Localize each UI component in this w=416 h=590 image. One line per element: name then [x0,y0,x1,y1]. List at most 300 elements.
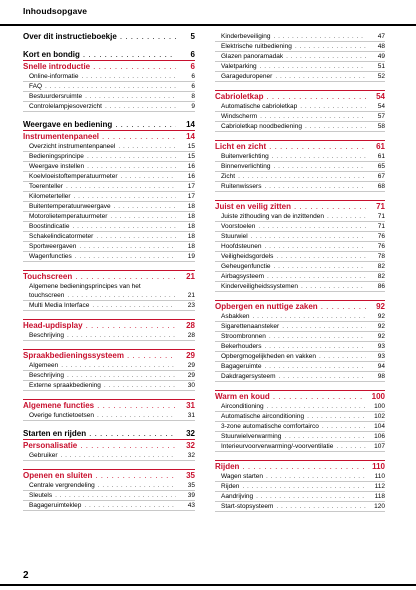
toc-dot-leader [238,172,366,181]
toc-dot-leader [260,62,366,71]
toc-page-number: 54 [377,103,385,110]
toc-page-number: 16 [187,163,195,170]
toc-dot-leader [256,492,366,501]
toc-dot-leader [282,322,366,331]
toc-dot-leader [89,429,176,439]
toc-entry-title: Personalisatie [23,441,78,450]
toc-entry[interactable] [215,172,385,182]
toc-page-number: 92 [376,302,385,311]
toc-entry-title: Algemene bedieningsprincipes van het [29,283,141,290]
toc-entry-title: Licht en zicht [215,142,267,151]
toc-page-number: 5 [190,32,195,41]
toc-dot-leader [97,401,176,411]
toc-page-number: 14 [186,132,195,141]
toc-dot-leader [67,371,176,380]
toc-section[interactable] [23,399,195,411]
toc-entry[interactable] [23,152,195,162]
toc-page-number: 31 [187,412,195,419]
toc-dot-leader [87,162,176,171]
toc-page-number: 112 [374,483,385,490]
toc-page-number: 32 [186,441,195,450]
toc-page-number: 9 [191,103,195,110]
toc-entry[interactable] [215,112,385,122]
toc-entry-title: Openen en sluiten [23,471,93,480]
toc-dot-leader [266,92,366,102]
toc-section[interactable] [23,32,195,42]
toc-page-number: 17 [187,193,195,200]
toc-entry-title: Voorstoelen [221,223,256,230]
toc-entry-title: Kilometerteller [29,193,71,200]
toc-gap [23,461,195,469]
toc-entry[interactable] [215,402,385,412]
toc-section[interactable] [215,90,385,102]
toc-page-number: 82 [377,273,385,280]
toc-entry-title: Valetparking [221,63,257,70]
toc-entry-title: Rijden [215,462,240,471]
toc-page-number: 100 [374,403,385,410]
toc-gap [215,132,385,140]
toc-page-number: 67 [377,173,385,180]
toc-page-number: 23 [187,302,195,309]
toc-page-number: 98 [377,373,385,380]
toc-entry[interactable] [215,472,385,482]
toc-page-number: 18 [187,243,195,250]
page-title: Inhoudsopgave [23,6,88,16]
toc-entry-title: touchscreen [29,292,65,299]
toc-entry-title: Interieurvoorverwarming/-voorventilatie [221,443,334,450]
toc-dot-leader [80,441,176,451]
toc-page-number: 82 [377,263,385,270]
toc-entry-title: Hoofdsteunen [221,243,262,250]
toc-entry[interactable] [23,92,195,102]
toc-page-number: 29 [187,372,195,379]
toc-dot-leader [274,32,366,41]
toc-page-number: 61 [377,153,385,160]
toc-section[interactable] [215,460,385,472]
toc-entry-title: Weergave en bediening [23,120,113,129]
toc-dot-leader [242,462,366,472]
toc-entry[interactable] [23,172,195,182]
toc-dot-leader [74,192,176,201]
toc-entry[interactable] [215,362,385,372]
toc-dot-leader [55,491,176,500]
footer-rule [0,584,416,586]
toc-section[interactable] [23,130,195,142]
toc-entry-title: Glazen panoramadak [221,53,284,60]
toc-entry-title: Head-updisplay [23,321,83,330]
toc-dot-leader [242,482,366,491]
toc-entry[interactable] [23,291,195,301]
toc-page-number: 65 [377,163,385,170]
toc-entry[interactable] [215,272,385,282]
toc-entry[interactable] [215,222,385,232]
toc-entry[interactable] [215,412,385,422]
toc-page-number: 71 [377,213,385,220]
toc-entry-title: Dakdragersysteem [221,373,276,380]
toc-entry-title: Beschrijving [29,332,65,339]
toc-section[interactable] [215,300,385,312]
toc-entry[interactable] [215,152,385,162]
toc-dot-leader [258,222,366,231]
toc-page-number: 14 [186,120,195,129]
toc-entry-title: Koelvloeistoftemperatuurmeter [29,173,118,180]
toc-entry[interactable] [215,162,385,172]
toc-entry[interactable] [23,192,195,202]
toc-gap [215,82,385,90]
toc-page-number: 39 [187,492,195,499]
toc-entry[interactable] [215,232,385,242]
toc-entry[interactable] [23,242,195,252]
toc-page-number: 57 [377,113,385,120]
toc-entry-title: Airconditioning [221,403,264,410]
toc-page-number: 71 [376,202,385,211]
toc-dot-leader [127,351,176,361]
toc-dot-leader [104,381,176,390]
toc-entry[interactable] [215,52,385,62]
toc-page-number: 120 [374,503,385,510]
toc-entry[interactable] [23,361,195,371]
toc-entry[interactable] [23,331,195,341]
toc-section[interactable] [23,120,195,130]
toc-entry[interactable] [215,122,385,132]
toc-entry-title: Overige functietoetsen [29,412,95,419]
toc-entry-title: Overzicht instrumentenpaneel [29,143,116,150]
toc-entry[interactable] [215,492,385,502]
toc-entry-title: Rijden [221,483,240,490]
toc-page-number: 104 [374,423,385,430]
toc-entry-title: Instrumentenpaneel [23,132,100,141]
toc-entry[interactable] [215,282,385,292]
toc-entry[interactable] [23,232,195,242]
toc-section[interactable] [23,50,195,60]
toc-gap [215,192,385,200]
toc-gap [23,262,195,270]
toc-right-column [215,32,385,512]
toc-page-number: 86 [377,283,385,290]
toc-gap [23,112,195,120]
toc-entry-title: Bekerhouders [221,343,262,350]
toc-dot-leader [61,361,176,370]
toc-entry[interactable] [215,102,385,112]
toc-page-number: 47 [377,33,385,40]
toc-page-number: 29 [186,351,195,360]
toc-dot-leader [322,422,366,431]
toc-entry-title: Algemeen [29,362,59,369]
toc-entry-title: Spraakbedieningssysteem [23,351,124,360]
toc-entry[interactable] [23,282,195,291]
toc-entry[interactable] [215,312,385,322]
toc-page-number: 107 [374,443,385,450]
toc-entry[interactable] [215,72,385,82]
toc-page-number: 18 [187,203,195,210]
toc-entry-title: Weergave instellen [29,163,85,170]
toc-entry-title: Cabrioletkap [215,92,264,101]
toc-dot-leader [67,291,176,300]
toc-dot-leader [273,392,366,402]
toc-entry-title: Controlelampjesoverzicht [29,103,102,110]
toc-page-number: 54 [376,92,385,101]
toc-entry[interactable] [23,162,195,172]
toc-page-number: 94 [377,363,385,370]
toc-page-number: 18 [187,223,195,230]
toc-entry-title: FAQ [29,83,43,90]
page-number: 2 [23,570,29,581]
toc-entry-title: Toerenteller [29,183,63,190]
toc-entry[interactable] [215,42,385,52]
toc-page-number: 21 [187,292,195,299]
toc-entry-title: Bedieningsprincipe [29,153,84,160]
toc-dot-leader [253,312,366,321]
toc-entry-title: Bestuurdersruimte [29,93,83,100]
toc-page-number: 71 [377,223,385,230]
toc-dot-leader [67,331,176,340]
toc-entry[interactable] [215,32,385,42]
toc-entry[interactable] [215,422,385,432]
toc-entry[interactable] [23,411,195,421]
toc-section[interactable] [23,60,195,72]
toc-dot-leader [61,451,176,460]
toc-dot-leader [264,362,366,371]
toc-section[interactable] [23,429,195,439]
toc-gap [23,391,195,399]
toc-page-number: 29 [187,362,195,369]
toc-page-number: 32 [187,452,195,459]
toc-page-number: 106 [374,433,385,440]
toc-page-number: 76 [377,243,385,250]
toc-entry[interactable] [23,481,195,491]
toc-page-number: 52 [377,73,385,80]
toc-page-number: 6 [191,73,195,80]
toc-entry[interactable] [23,102,195,112]
toc-entry-title: Externe spraakbediening [29,382,101,389]
toc-dot-leader [272,152,366,161]
toc-entry[interactable] [23,451,195,461]
toc-dot-leader [275,72,366,81]
toc-dot-leader [260,112,366,121]
toc-entry[interactable] [23,371,195,381]
toc-page-number: 93 [377,353,385,360]
toc-entry-title: Automatische airconditioning [221,413,305,420]
toc-entry-title: Algemene functies [23,401,95,410]
toc-page-number: 92 [377,323,385,330]
toc-page-number: 28 [186,321,195,330]
toc-entry-title: Kinderbeveiliging [221,33,271,40]
toc-page-number: 93 [377,343,385,350]
toc-dot-leader [97,411,176,420]
toc-entry-title: Ruitenwissers [221,183,262,190]
toc-page-number: 78 [377,253,385,260]
toc-dot-leader [115,120,176,130]
toc-dot-leader [86,321,176,331]
toc-entry-title: Stroombronnen [221,333,266,340]
toc-page-number: 118 [374,493,385,500]
toc-dot-leader [305,122,366,131]
toc-dot-leader [264,242,366,251]
toc-entry-title: Over dit instructieboekje [23,32,117,41]
toc-entry[interactable] [23,381,195,391]
toc-gap [215,292,385,300]
toc-entry-title: Sleutels [29,492,53,499]
toc-dot-leader [319,352,366,361]
toc-entry-title: 3-zone automatische comfortairco [221,423,319,430]
toc-dot-leader [75,252,176,261]
toc-entry[interactable] [215,262,385,272]
toc-section[interactable] [215,390,385,402]
toc-entry-title: Asbakken [221,313,250,320]
toc-dot-leader [284,432,366,441]
toc-section[interactable] [23,469,195,481]
toc-page-number: 15 [187,143,195,150]
toc-dot-leader [118,142,176,151]
toc-entry-title: Wagenfuncties [29,253,72,260]
toc-entry[interactable] [215,62,385,72]
toc-dot-leader [79,242,176,251]
toc-entry-title: Gebruiker [29,452,58,459]
toc-entry-title: Elektrische ruitbediening [221,43,292,50]
toc-entry-title: Cabrioletkap noodbediening [221,123,302,130]
toc-entry-title: Veiligheidsgordels [221,253,274,260]
toc-dot-leader [264,182,366,191]
toc-gap [23,421,195,429]
toc-entry[interactable] [23,491,195,501]
toc-page-number: 6 [191,83,195,90]
toc-entry-title: Airbagsysteem [221,273,264,280]
toc-entry[interactable] [23,212,195,222]
toc-dot-leader [93,62,176,72]
toc-page-number: 92 [377,313,385,320]
toc-entry-title: Stuurwielverwarming [221,433,282,440]
toc-page-number: 15 [187,153,195,160]
toc-page-number: 68 [377,183,385,190]
toc-entry-title: Opbergen en nuttige zaken [215,302,318,311]
toc-entry-title: Wagen starten [221,473,264,480]
toc-entry[interactable] [215,322,385,332]
toc-entry-title: Start-stopsysteem [221,503,274,510]
toc-gap [23,341,195,349]
toc-entry-title: Starten en rijden [23,429,87,438]
toc-entry-title: Schakelindicatormeter [29,233,94,240]
toc-entry-title: Warm en koud [215,392,270,401]
toc-entry[interactable] [23,182,195,192]
toc-dot-leader [75,272,176,282]
toc-page-number: 43 [187,502,195,509]
toc-dot-leader [83,50,176,60]
toc-dot-leader [105,102,176,111]
toc-page-number: 19 [187,253,195,260]
toc-dot-leader [96,232,176,241]
toc-entry[interactable] [215,342,385,352]
toc-entry[interactable] [215,352,385,362]
toc-entry[interactable] [23,72,195,82]
toc-dot-leader [267,272,366,281]
toc-page-number: 76 [377,233,385,240]
toc-dot-leader [307,412,366,421]
toc-entry-title: Binnenverlichting [221,163,271,170]
toc-entry-title: Zicht [221,173,236,180]
toc-entry-title: Multi Media Interface [29,302,90,309]
toc-section[interactable] [215,200,385,212]
toc-entry[interactable] [215,252,385,262]
toc-entry-title: Bagageruimte [221,363,262,370]
toc-page-number: 6 [190,50,195,59]
toc-entry-title: Snelle introductie [23,62,91,71]
toc-dot-leader [286,52,366,61]
toc-gap [23,311,195,319]
toc-entry[interactable] [215,212,385,222]
toc-entry[interactable] [215,442,385,452]
toc-dot-leader [102,132,176,142]
toc-entry[interactable] [215,182,385,192]
toc-entry[interactable] [215,332,385,342]
toc-section[interactable] [23,270,195,282]
toc-dot-leader [276,252,366,261]
toc-section[interactable] [23,319,195,331]
toc-page-number: 35 [186,471,195,480]
toc-entry[interactable] [23,222,195,232]
toc-entry[interactable] [215,502,385,512]
toc-dot-leader [266,472,366,481]
toc-section[interactable] [23,349,195,361]
toc-entry-title: Garageduropener [221,73,273,80]
toc-page-number: 17 [187,183,195,190]
toc-dot-leader [267,402,366,411]
toc-page-number: 18 [187,213,195,220]
toc-entry[interactable] [23,252,195,262]
toc-entry[interactable] [215,372,385,382]
toc-entry-title: Centrale vergrendeling [29,482,95,489]
toc-entry[interactable] [23,501,195,511]
toc-page-number: 48 [377,43,385,50]
toc-entry[interactable] [23,202,195,212]
toc-page-number: 35 [187,482,195,489]
toc-left-column [23,32,195,511]
toc-entry[interactable] [215,432,385,442]
toc-entry[interactable] [215,242,385,252]
toc-entry[interactable] [23,301,195,311]
toc-gap [215,452,385,460]
toc-dot-leader [321,302,366,312]
toc-entry-title: Geheugenfunctie [221,263,271,270]
toc-page-number: 61 [376,142,385,151]
toc-section[interactable] [23,439,195,451]
toc-dot-leader [66,182,176,191]
toc-entry-title: Buitentemperatuurweergave [29,203,111,210]
toc-dot-leader [120,32,176,42]
toc-entry-title: Opbergmogelijkheden en vakken [221,353,317,360]
toc-entry-title: Online-informatie [29,73,79,80]
toc-gap [215,382,385,390]
toc-gap [23,42,195,50]
toc-dot-leader [121,172,176,181]
toc-dot-leader [327,212,366,221]
toc-section[interactable] [215,140,385,152]
toc-page-number: 6 [190,62,195,71]
toc-entry[interactable] [215,482,385,492]
toc-page-number: 58 [377,123,385,130]
toc-dot-leader [276,502,366,511]
toc-dot-leader [72,222,176,231]
toc-entry-title: Juist en veilig zitten [215,202,292,211]
toc-dot-leader [295,42,366,51]
toc-dot-leader [85,92,176,101]
toc-dot-leader [294,202,366,212]
toc-entry-title: Kort en bondig [23,50,80,59]
toc-page-number: 49 [377,53,385,60]
toc-entry[interactable] [23,82,195,92]
toc-entry-title: Aandrijving [221,493,254,500]
toc-dot-leader [264,342,366,351]
toc-entry[interactable] [23,142,195,152]
